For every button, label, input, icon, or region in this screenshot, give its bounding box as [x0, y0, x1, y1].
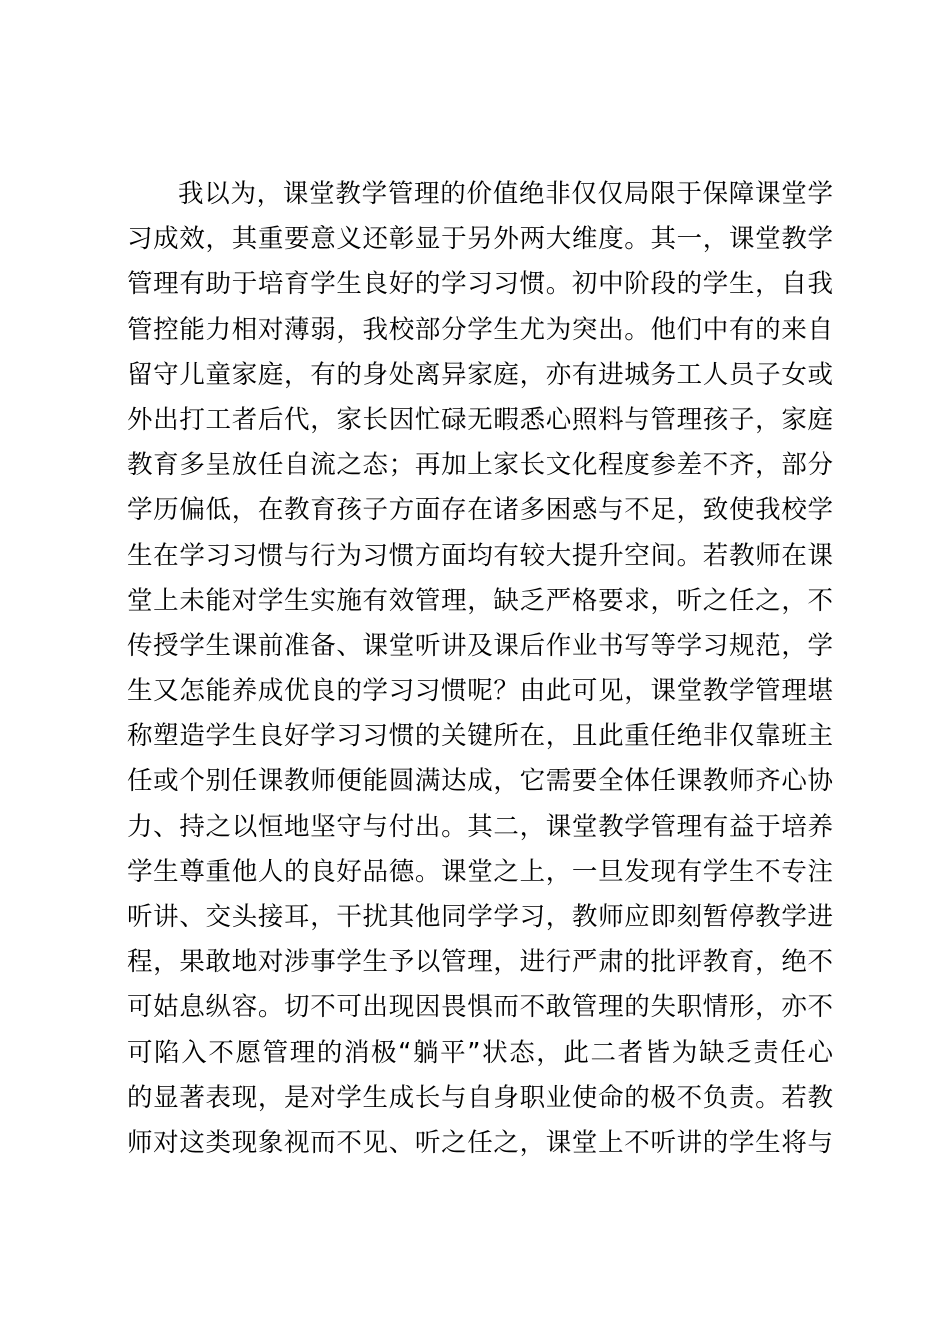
text-line: 学历偏低，在教育孩子方面存在诸多困惑与不足，致使我校学	[127, 495, 833, 526]
text-line: 我以为，课堂教学管理的价值绝非仅仅局限于保障课堂学	[178, 179, 833, 209]
text-line: 管控能力相对薄弱，我校部分学生尤为突出。他们中有的来自	[127, 314, 833, 345]
text-line: 可陷入不愿管理的消极“躺平”状态，此二者皆为缺乏责任心	[127, 1037, 833, 1068]
text-line: 学生尊重他人的良好品德。课堂之上，一旦发现有学生不专注	[127, 856, 833, 887]
text-line: 生在学习习惯与行为习惯方面均有较大提升空间。若教师在课	[127, 540, 833, 571]
text-line: 力、持之以恒地坚守与付出。其二，课堂教学管理有益于培养	[127, 811, 833, 842]
text-line: 任或个别任课教师便能圆满达成，它需要全体任课教师齐心协	[127, 766, 833, 797]
text-line: 生又怎能养成优良的学习习惯呢？由此可见，课堂教学管理堪	[127, 676, 833, 707]
text-line: 师对这类现象视而不见、听之任之，课堂上不听讲的学生将与	[127, 1127, 833, 1158]
text-line: 的显著表现，是对学生成长与自身职业使命的极不负责。若教	[127, 1082, 833, 1113]
text-line: 留守儿童家庭，有的身处离异家庭，亦有进城务工人员子女或	[127, 359, 833, 390]
text-line: 程，果敢地对涉事学生予以管理，进行严肃的批评教育，绝不	[127, 947, 833, 978]
text-line: 堂上未能对学生实施有效管理，缺乏严格要求，听之任之，不	[127, 585, 833, 616]
text-line: 称塑造学生良好学习习惯的关键所在，且此重任绝非仅靠班主	[127, 721, 833, 752]
body-paragraph	[127, 172, 833, 1166]
text-line: 外出打工者后代，家长因忙碌无暇悉心照料与管理孩子，家庭	[127, 404, 833, 435]
text-line: 传授学生课前准备、课堂听讲及课后作业书写等学习规范，学	[127, 630, 833, 661]
text-line: 习成效，其重要意义还彰显于另外两大维度。其一，课堂教学	[127, 224, 833, 255]
text-line: 管理有助于培育学生良好的学习习惯。初中阶段的学生，自我	[127, 269, 833, 300]
text-line: 教育多呈放任自流之态；再加上家长文化程度参差不齐，部分	[127, 450, 833, 481]
text-line: 可姑息纵容。切不可出现因畏惧而不敢管理的失职情形，亦不	[127, 992, 833, 1023]
text-line: 听讲、交头接耳，干扰其他同学学习，教师应即刻暂停教学进	[127, 902, 833, 932]
